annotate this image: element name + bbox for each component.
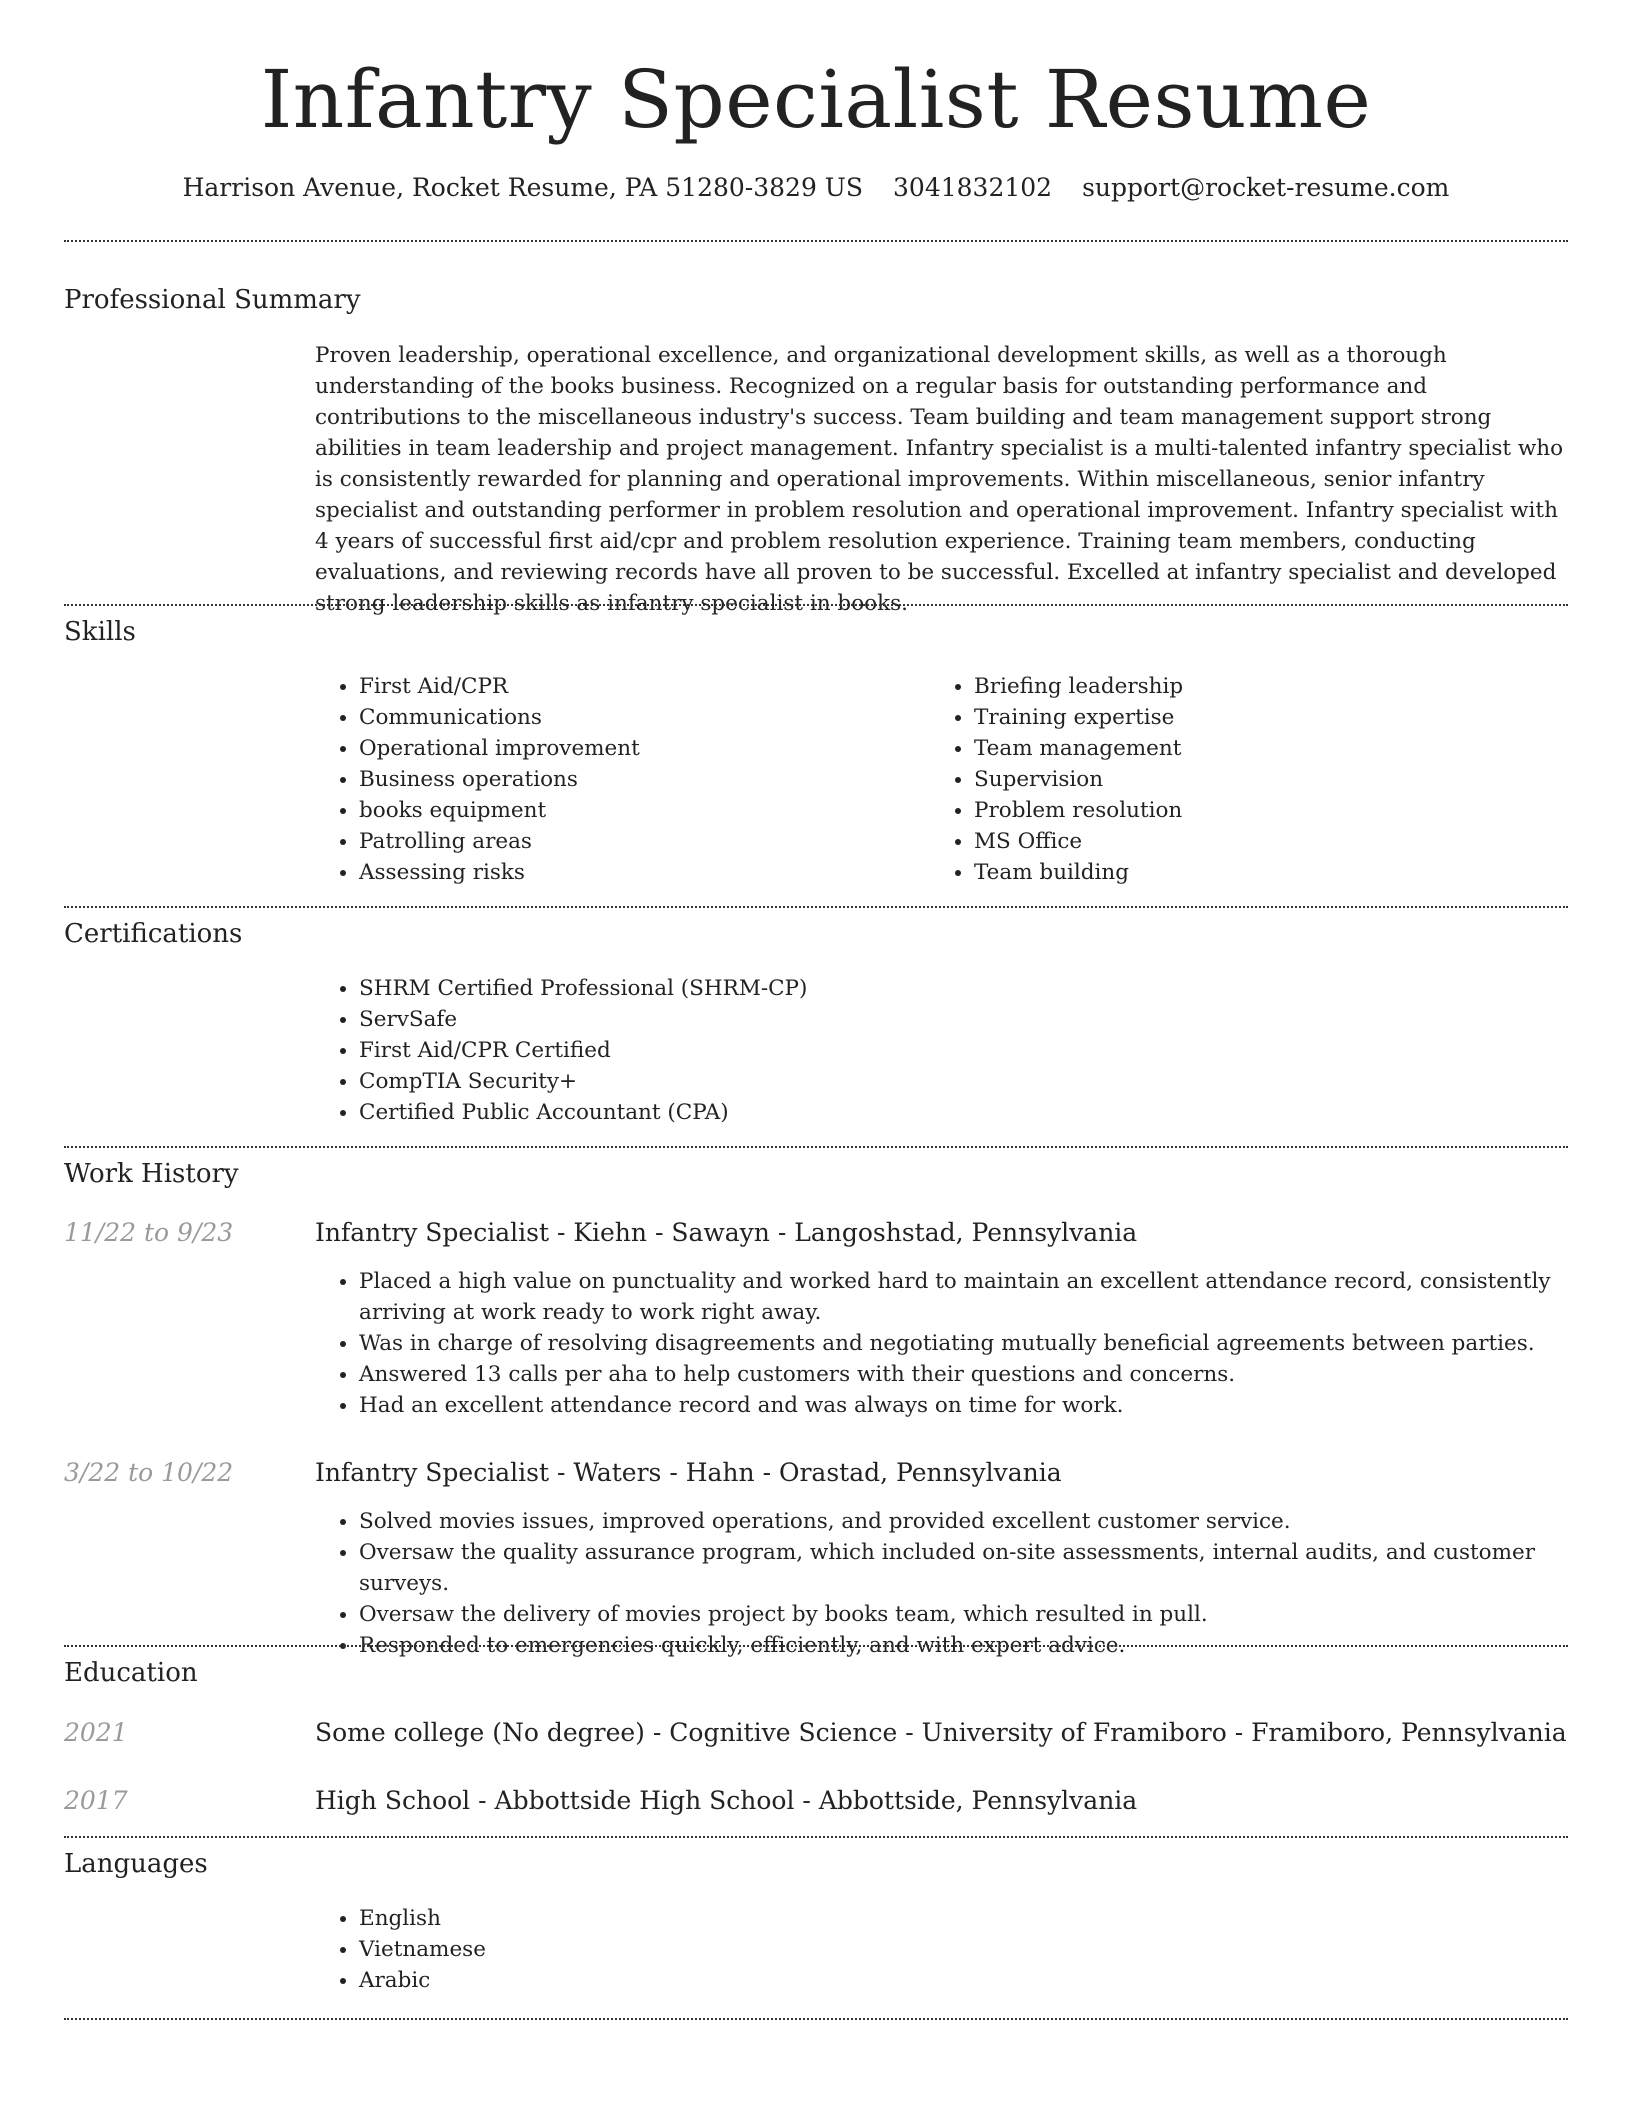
section-heading-languages: Languages bbox=[64, 1849, 208, 1879]
resume-title: Infantry Specialist Resume bbox=[260, 53, 1372, 146]
job-bullet: • Placed a high value on punctuality and worked hard to maintain an excellent attendance record, consistently arriving at work ready to work right away. bbox=[359, 1266, 1609, 1328]
skill-item: • Team building bbox=[974, 857, 1574, 888]
job-dates: 11/22 to 9/23 bbox=[64, 1218, 234, 1247]
skill-item: • Assessing risks bbox=[359, 857, 919, 888]
job-bullet: • Answered 13 calls per aha to help customers with their questions and concerns. bbox=[359, 1359, 1609, 1390]
skill-item: • Communications bbox=[359, 702, 919, 733]
job-bullet: • Oversaw the delivery of movies project by books team, which resulted in pull. bbox=[359, 1599, 1609, 1630]
job-bullet: • Solved movies issues, improved operations, and provided excellent customer service. bbox=[359, 1506, 1609, 1537]
skill-item: • MS Office bbox=[974, 826, 1574, 857]
language-item: • Arabic bbox=[359, 1965, 959, 1996]
job-bullet: • Oversaw the quality assurance program, which included on-site assessments, internal audits, and customer surveys. bbox=[359, 1537, 1609, 1599]
skill-item: • First Aid/CPR bbox=[359, 671, 919, 702]
summary-text: Proven leadership, operational excellence, and organizational development skills, as well as a thorough understanding of the books business. Recognized on a regular basis for outstanding performance and contributions to the miscellaneous industry's success. Team building and team management support strong abilities in team leadership and project management. Infantry specialist is a multi-talented infantry specialist who is consistently rewarded for planning and operational improvements. Within miscellaneous, senior infantry specialist and outstanding performer in problem resolution and operational improvement. Infantry specialist with 4 years of successful first aid/cpr and problem resolution experience. Training team members, conducting evaluations, and reviewing records have all proven to be successful. Excelled at infantry specialist and developed strong leadership skills as infantry specialist in books. bbox=[315, 343, 1564, 616]
job-bullet: • Was in charge of resolving disagreements and negotiating mutually beneficial agreements between parties. bbox=[359, 1328, 1609, 1359]
education-year: 2017 bbox=[64, 1786, 128, 1815]
certification-item: • First Aid/CPR Certified bbox=[359, 1035, 1559, 1066]
divider bbox=[64, 2018, 1568, 2020]
divider bbox=[64, 604, 1568, 606]
job-title: Infantry Specialist - Waters - Hahn - Orastad, Pennsylvania bbox=[315, 1458, 1062, 1487]
divider bbox=[64, 240, 1568, 242]
divider bbox=[64, 906, 1568, 908]
language-item: • English bbox=[359, 1903, 959, 1934]
language-item: • Vietnamese bbox=[359, 1934, 959, 1965]
certification-item: • ServSafe bbox=[359, 1004, 1559, 1035]
section-heading-education: Education bbox=[64, 1658, 198, 1688]
contact-line bbox=[0, 170, 1632, 206]
skill-item: • Training expertise bbox=[974, 702, 1574, 733]
languages-list bbox=[315, 1903, 959, 1996]
job-bullets bbox=[315, 1266, 1609, 1421]
certification-item: • CompTIA Security+ bbox=[359, 1066, 1559, 1097]
section-heading-work-history: Work History bbox=[64, 1159, 239, 1189]
contact-address: Harrison Avenue, Rocket Resume, PA 51280-3829 US bbox=[182, 173, 864, 202]
certifications-list bbox=[315, 973, 1559, 1128]
skill-item: • Supervision bbox=[974, 764, 1574, 795]
skill-item: • Operational improvement bbox=[359, 733, 919, 764]
skill-item: • Patrolling areas bbox=[359, 826, 919, 857]
skill-item: • Business operations bbox=[359, 764, 919, 795]
job-bullets bbox=[315, 1506, 1609, 1661]
divider bbox=[64, 1146, 1568, 1148]
skills-list-right bbox=[930, 671, 1574, 888]
job-dates: 3/22 to 10/22 bbox=[64, 1458, 234, 1487]
job-bullet: • Had an excellent attendance record and was always on time for work. bbox=[359, 1390, 1609, 1421]
job-bullet: • Responded to emergencies quickly, efficiently, and with expert advice. bbox=[359, 1630, 1609, 1661]
skill-item: • Briefing leadership bbox=[974, 671, 1574, 702]
contact-phone: 3041832102 bbox=[893, 173, 1053, 202]
divider bbox=[64, 1645, 1568, 1647]
skill-item: • books equipment bbox=[359, 795, 919, 826]
section-heading-skills: Skills bbox=[64, 617, 136, 647]
job-title: Infantry Specialist - Kiehn - Sawayn - Langoshstad, Pennsylvania bbox=[315, 1218, 1138, 1247]
section-heading-certifications: Certifications bbox=[64, 919, 243, 949]
education-entry: Some college (No degree) - Cognitive Science - University of Framiboro - Framiboro, Pennsylvania bbox=[315, 1718, 1567, 1747]
skills-list-left bbox=[315, 671, 919, 888]
certification-item: • SHRM Certified Professional (SHRM-CP) bbox=[359, 973, 1559, 1004]
divider bbox=[64, 1836, 1568, 1838]
skill-item: • Problem resolution bbox=[974, 795, 1574, 826]
education-entry: High School - Abbottside High School - Abbottside, Pennsylvania bbox=[315, 1786, 1138, 1815]
contact-email[interactable]: support@rocket-resume.com bbox=[1082, 173, 1450, 202]
certification-item: • Certified Public Accountant (CPA) bbox=[359, 1097, 1559, 1128]
education-year: 2021 bbox=[64, 1718, 128, 1747]
section-heading-summary: Professional Summary bbox=[64, 285, 361, 315]
skill-item: • Team management bbox=[974, 733, 1574, 764]
